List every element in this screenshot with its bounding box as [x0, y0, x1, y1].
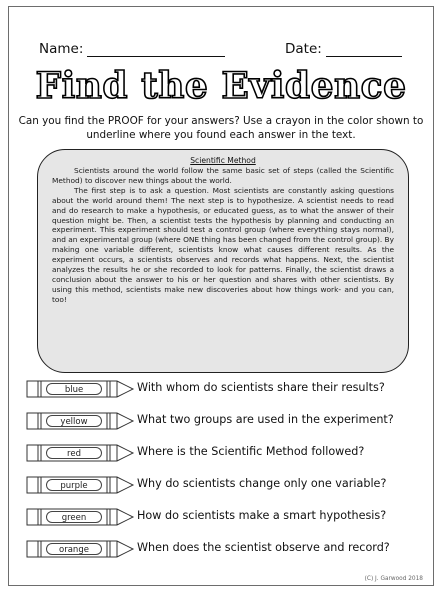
- name-field[interactable]: [39, 41, 225, 57]
- question-row: [9, 539, 429, 561]
- passage-text: [52, 166, 394, 305]
- date-field[interactable]: [285, 41, 402, 57]
- question-text: With whom do scientists share their results?: [137, 381, 385, 394]
- question-text: Why do scientists change only one variable?: [137, 477, 387, 490]
- date-label: Date:: [285, 41, 322, 57]
- copyright-text: (C) J. Garwood 2018: [364, 576, 423, 582]
- passage-paragraph: The first step is to ask a question. Most scientists are constantly asking questions about the world around them! The next step is to hypothesize. A scientist needs to read and do research to make a hypothesis, or educated guess, as to what the answer of their question might be. Then, a scientist tests the hypothesis by planning and conducting an experiment. This experiment should test a control group (where everything stays normal), and an experimental group (where ONE thing has been changed from the control group). By making one variable different, scientists know what causes different results. As the experiment occurs, a scientists observes and records what happens. Next, the scientist analyzes the results he or she recorded to look for patterns. Finally, the scientist draws a conclusion about the answer to his or her question and shares with other scientists. By using this method, scientists make new discoveries about how things work- and you can, too!: [52, 185, 394, 304]
- passage-box: [37, 149, 409, 373]
- question-row: [9, 475, 429, 497]
- crayon-icon: [25, 411, 135, 431]
- crayon-color-label: blue: [46, 383, 102, 395]
- crayon-icon: [25, 507, 135, 527]
- worksheet: [8, 6, 434, 586]
- crayon-color-label: green: [46, 511, 102, 523]
- passage-title: Scientific Method: [190, 156, 256, 165]
- question-row: [9, 507, 429, 529]
- instructions: Can you find the PROOF for your answers? Use a crayon in the color shown to underline where you found each answer in the text.: [18, 115, 424, 141]
- date-blank-line[interactable]: [326, 44, 402, 57]
- crayon-color-label: yellow: [46, 415, 102, 427]
- question-row: [9, 443, 429, 465]
- crayon-color-label: purple: [46, 479, 102, 491]
- crayon-icon: [25, 539, 135, 559]
- question-text: Where is the Scientific Method followed?: [137, 445, 365, 458]
- crayon-icon: [25, 379, 135, 399]
- question-row: [9, 379, 429, 401]
- passage-paragraph: Scientists around the world follow the same basic set of steps (called the Scientific Method) to discover new things about the world.: [52, 166, 394, 185]
- name-label: Name:: [39, 41, 84, 57]
- question-row: [9, 411, 429, 433]
- crayon-color-label: red: [46, 447, 102, 459]
- name-blank-line[interactable]: [87, 44, 225, 57]
- question-text: What two groups are used in the experiment?: [137, 413, 394, 426]
- question-text: How do scientists make a smart hypothesis?: [137, 509, 387, 522]
- crayon-icon: [25, 475, 135, 495]
- question-text: When does the scientist observe and record?: [137, 541, 390, 554]
- page-title: Find the Evidence: [35, 65, 407, 107]
- crayon-color-label: orange: [46, 543, 102, 555]
- crayon-icon: [25, 443, 135, 463]
